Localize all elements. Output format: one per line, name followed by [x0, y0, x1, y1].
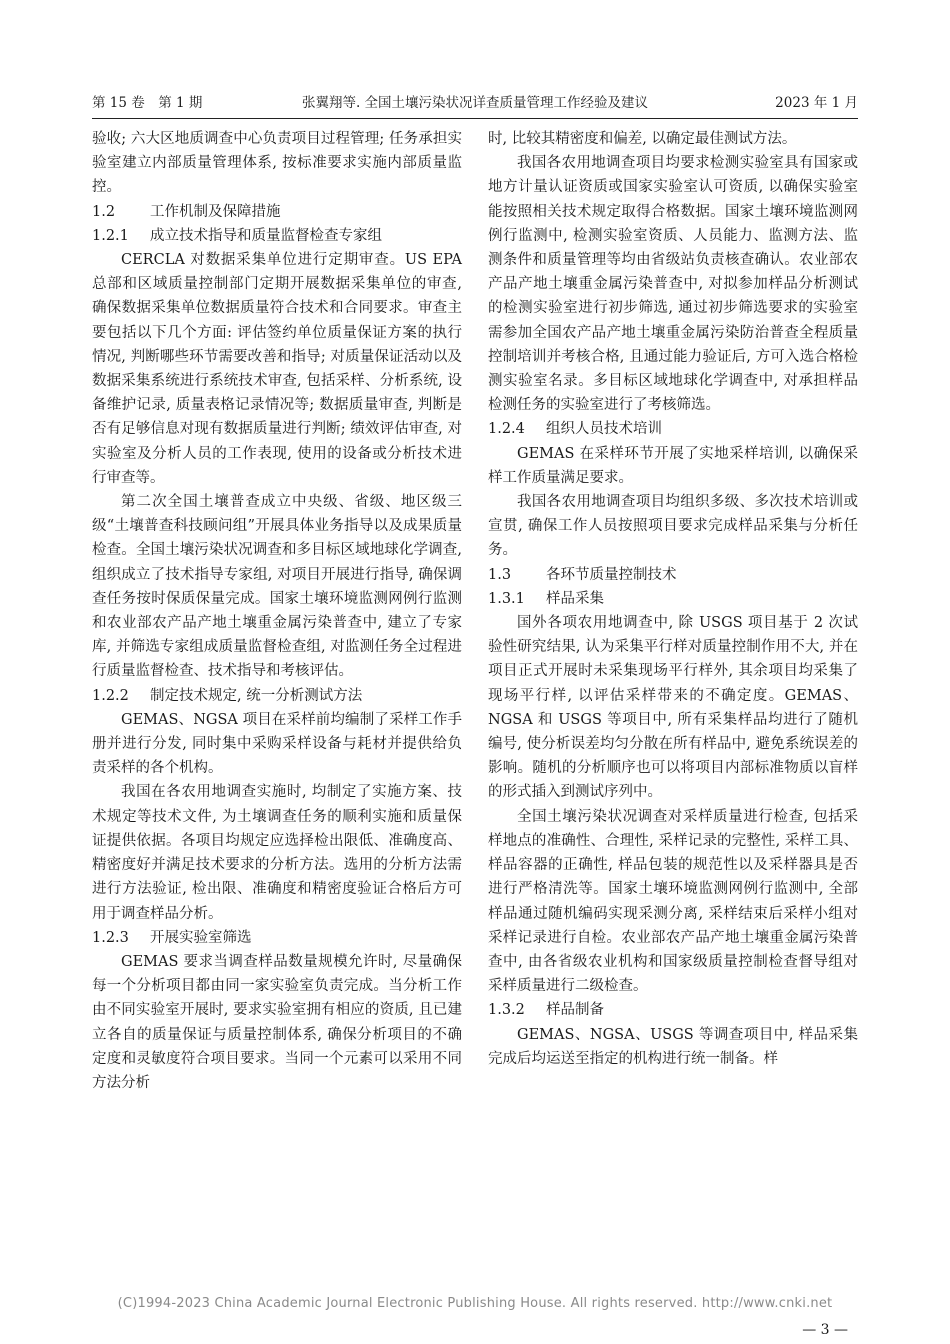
section-number: 1.2.2 [92, 687, 129, 704]
section-title: 制定技术规定, 统一分析测试方法 [150, 687, 363, 704]
right-column [488, 127, 858, 1071]
paragraph: 我国在各农用地调查实施时, 均制定了实施方案、技术规定等技术文件, 为土壤调查任务的顺利实施和质量保证提供依据。各项目均规定应选择检出限低、准确度高、精密度好并满足技术要求的分析方法。选用的分析方法需进行方法验证, 检出限、准确度和精密度验证合格后方可用于调查样品分析。 [92, 784, 462, 922]
section-title: 成立技术指导和质量监督检查专家组 [150, 227, 382, 244]
paragraph: 国外各项农用地调查中, 除 USGS 项目基于 2 次试验性研究结果, 认为采集平行样对质量控制作用不大, 并在项目正式开展时未采集现场平行样外, 其余项目均采集了现场平行样, 以评估采样带来的不确定度。GEMAS、NGSA 和 USGS 等项目中, 所有采集样品均进行了随机编号, 使分析误差均匀分散在所有样品中, 避免系统误差的影响。随机的分析顺序也可以将项目内部标准物质以盲样的形式插入到测试序列中。 [488, 615, 858, 801]
section-title: 样品采集 [546, 590, 604, 607]
left-column [92, 127, 462, 1095]
section-title: 样品制备 [546, 1002, 604, 1019]
section-title: 开展实验室筛选 [150, 929, 252, 946]
section-number: 1.3.2 [488, 1002, 525, 1019]
paragraph: GEMAS、NGSA、USGS 等调查项目中, 样品采集完成后均运送至指定的机构进行统一制备。样 [488, 1026, 858, 1067]
section-heading-1-3 [488, 563, 858, 587]
paragraph: GEMAS、NGSA 项目在采样前均编制了采样工作手册并进行分发, 同时集中采购采样设备与耗材并提供给负责采样的各个机构。 [92, 711, 462, 777]
paragraph: GEMAS 要求当调查样品数量规模允许时, 尽量确保每一个分析项目都由同一家实验室负责完成。当分析工作由不同实验室开展时, 要求实验室拥有相应的资质, 且已建立各自的质量保证与质量控制体系, 确保分析项目的不确定度和灵敏度符合项目要求。当同一个元素可以采用不同方法分析 [92, 953, 462, 1091]
paragraph: 我国各农用地调查项目均组织多级、多次技术培训或宣贯, 确保工作人员按照项目要求完成样品采集与分析任务。 [488, 494, 858, 559]
section-title: 各环节质量控制技术 [546, 566, 677, 583]
running-title: 张翼翔等. 全国土壤污染状况详查质量管理工作经验及建议 [301, 95, 649, 111]
section-number: 1.3 [488, 566, 512, 583]
volume-issue: 第 15 卷 第 1 期 [92, 95, 203, 111]
section-title: 工作机制及保障措施 [150, 203, 281, 220]
section-title: 组织人员技术培训 [546, 421, 662, 438]
section-heading-1-3-2 [488, 998, 858, 1022]
section-heading-1-2-4 [488, 417, 858, 441]
running-header [92, 92, 858, 119]
paragraph: 验收; 六大区地质调查中心负责项目过程管理; 任务承担实验室建立内部质量管理体系, 按标准要求实施内部质量监控。 [92, 131, 462, 196]
section-number: 1.2 [92, 203, 116, 220]
section-heading-1-2-3 [92, 926, 462, 950]
paragraph: 第二次全国土壤普查成立中央级、省级、地区级三级“土壤普查科技顾问组”开展具体业务指导以及成果质量检查。全国土壤污染状况调查和多目标区域地球化学调查, 组织成立了技术指导专家组, 对项目开展进行指导, 确保调查任务按时保质保量完成。国家土壤环境监测网例行监测和农业部农产品产地土壤重金属污染普查中, 建立了专家库, 并筛选专家组成质量监督检查组, 对监测任务全过程进行质量监督检查、技术指导和考核评估。 [92, 494, 462, 680]
section-number: 1.2.1 [92, 227, 129, 244]
paragraph: 我国各农用地调查项目均要求检测实验室具有国家或地方计量认证资质或国家实验室认可资质, 以确保实验室能按照相关技术规定取得合格数据。国家土壤环境监测网例行监测中, 检测实验室资质、人员能力、监测方法、监测条件和质量管理等均由省级站负责核查确认。农业部农产品产地土壤重金属污染普查中, 对拟参加样品分析测试的检测实验室进行初步筛选, 通过初步筛选要求的实验室需参加全国农产品产地土壤重金属污染防治普查全程质量控制培训并考核合格, 且通过能力验证后, 方可入选合格检测实验室名录。多目标区域地球化学调查中, 对承担样品检测任务的实验室进行了考核筛选。 [488, 155, 858, 414]
copyright-watermark: (C)1994-2023 China Academic Journal Electronic Publishing House. All rights reserved. http://www.cnki.net [117, 1296, 833, 1311]
section-number: 1.3.1 [488, 590, 525, 607]
page-number: — 3 — [802, 1322, 848, 1338]
paragraph: 全国土壤污染状况调查对采样质量进行检查, 包括采样地点的准确性、合理性, 采样记录的完整性, 采样工具、样品容器的正确性, 样品包装的规范性以及采样器具是否进行严格清洗等。国家土壤环境监测网例行监测中, 全部样品通过随机编码实现采测分离, 采样结束后采样小组对采样记录进行自检。农业部农产品产地土壤重金属污染普查中, 由各省级农业机构和国家级质量控制检查督导组对采样质量进行二级检查。 [488, 808, 858, 995]
section-heading-1-2-1 [92, 224, 462, 248]
section-number: 1.2.3 [92, 929, 129, 946]
section-heading-1-2 [92, 200, 462, 224]
section-number: 1.2.4 [488, 421, 525, 438]
section-heading-1-2-2 [92, 684, 462, 708]
paragraph: CERCLA 对数据采集单位进行定期审查。US EPA 总部和区域质量控制部门定期开展数据采集单位的审查, 确保数据采集单位数据质量符合技术和合同要求。审查主要包括以下几个方面: 评估签约单位质量保证方案的执行情况, 判断哪些环节需要改善和指导; 对质量保证活动以及数据采集系统进行系统技术审查, 包括采样、分析系统, 设备维护记录, 质量表格记录情况等; 数据质量审查, 判断是否有足够信息对现有数据质量进行判断; 绩效评估审查, 对实验室及分析人员的工作表现, 使用的设备或分析技术进行审查等。 [92, 252, 462, 486]
paragraph: 时, 比较其精密度和偏差, 以确定最佳测试方法。 [488, 131, 797, 147]
paragraph: GEMAS 在采样环节开展了实地采样培训, 以确保采样工作质量满足要求。 [488, 445, 858, 486]
section-heading-1-3-1 [488, 587, 858, 611]
publication-date: 2023 年 1 月 [775, 95, 858, 111]
